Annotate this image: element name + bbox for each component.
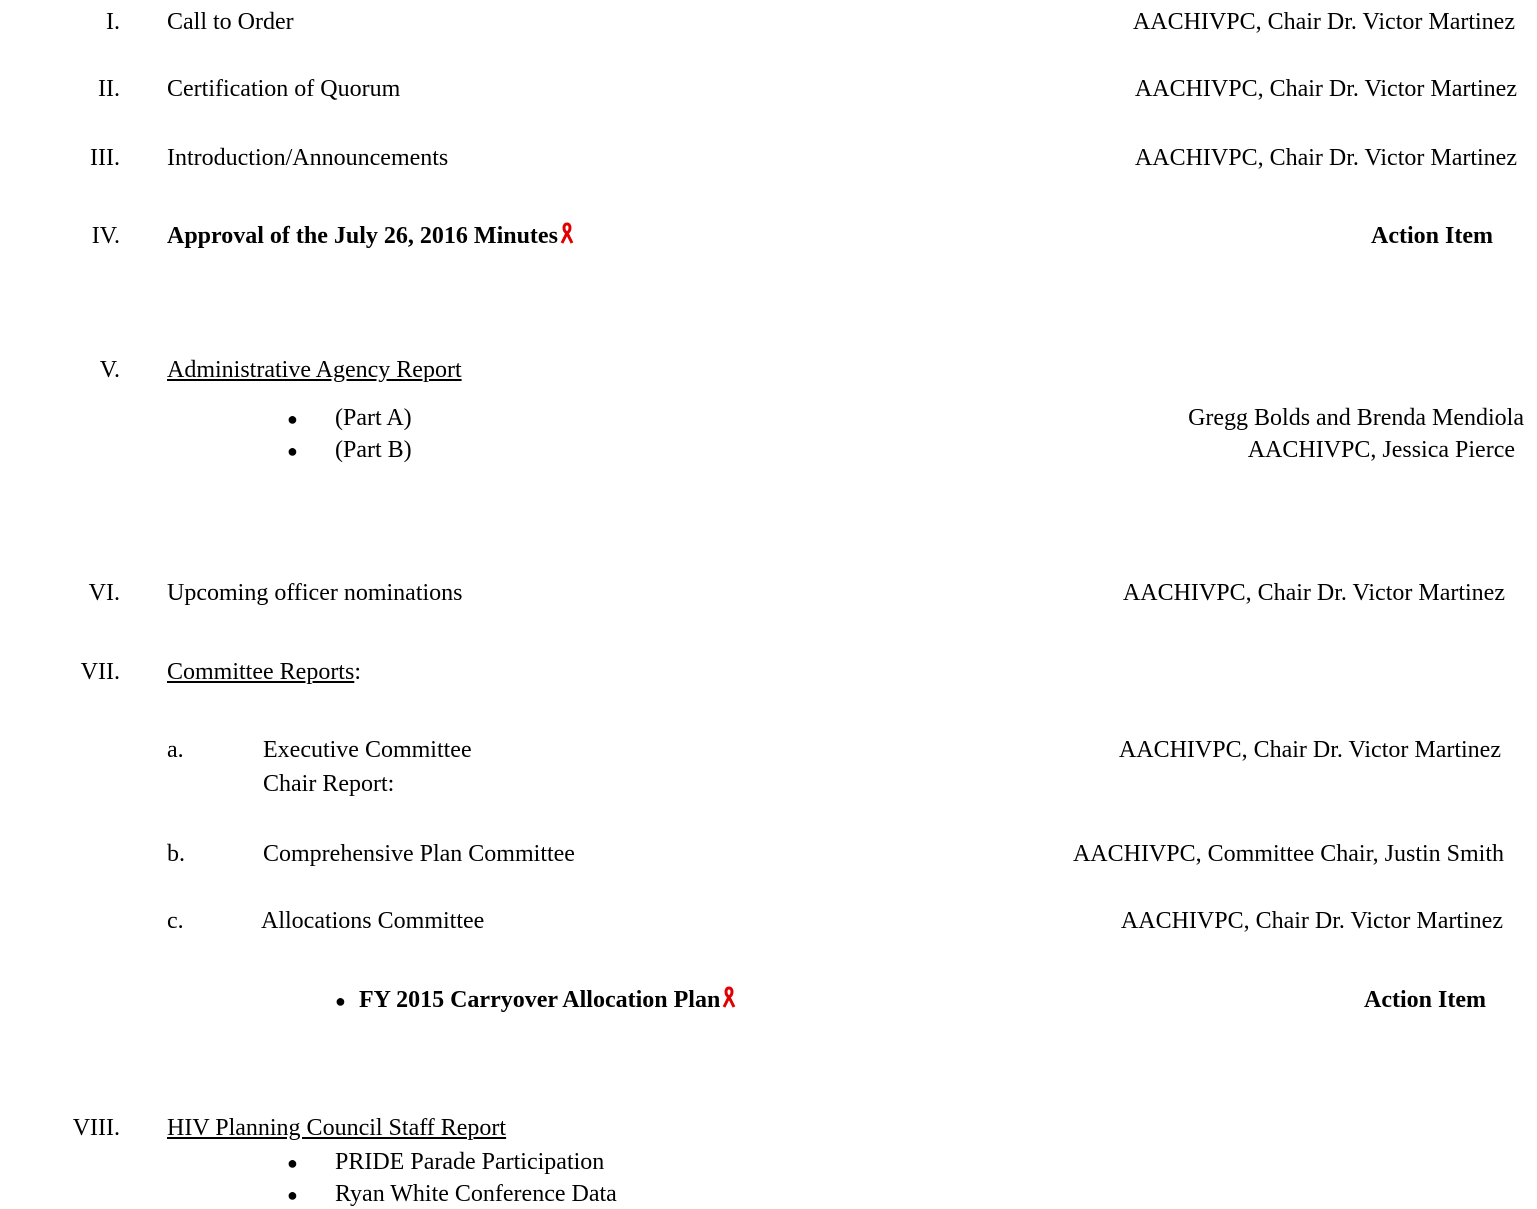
item-7-numeral: VII. [80, 659, 120, 685]
bullet-icon: ● [287, 1153, 298, 1173]
item-8-bullet-2: Ryan White Conference Data [335, 1181, 617, 1207]
committee-c-name: Allocations Committee [261, 908, 485, 934]
bullet-icon: ● [287, 1185, 298, 1205]
item-8-numeral: VIII. [72, 1115, 120, 1141]
item-7-title-line [167, 658, 361, 686]
allocation-plan-title: FY 2015 Carryover Allocation Plan [359, 987, 721, 1013]
item-3-presenter: AACHIVPC, Chair Dr. Victor Martinez [1134, 145, 1517, 171]
committee-c-presenter: AACHIVPC, Chair Dr. Victor Martinez [1120, 908, 1503, 934]
item-6-numeral: VI. [88, 580, 120, 606]
item-3-title: Introduction/Announcements [167, 145, 449, 171]
item-4-numeral: IV. [91, 223, 120, 249]
committee-a-sub: Chair Report: [263, 771, 395, 797]
item-1-numeral: I. [106, 9, 120, 35]
committee-a-presenter: AACHIVPC, Chair Dr. Victor Martinez [1118, 737, 1501, 763]
item-3-numeral: III. [90, 145, 120, 171]
item-8-title: HIV Planning Council Staff Report [167, 1115, 507, 1141]
item-6-title: Upcoming officer nominations [167, 580, 463, 606]
item-4-action-tag: Action Item [1371, 223, 1493, 249]
item-2-numeral: II. [98, 76, 120, 102]
allocation-plan-title-line [359, 986, 736, 1015]
item-7-title: Committee Reports [167, 659, 355, 685]
item-5-title: Administrative Agency Report [167, 357, 462, 383]
red-ribbon-icon[interactable] [560, 222, 574, 251]
committee-b-name: Comprehensive Plan Committee [263, 841, 575, 867]
item-1-title: Call to Order [167, 9, 294, 35]
item-1-presenter: AACHIVPC, Chair Dr. Victor Martinez [1132, 9, 1515, 35]
item-4-title-line [167, 222, 574, 251]
item-8-bullet-1: PRIDE Parade Participation [335, 1149, 605, 1175]
committee-a-letter: a. [167, 737, 184, 763]
item-6-presenter: AACHIVPC, Chair Dr. Victor Martinez [1122, 580, 1505, 606]
item-4-title: Approval of the July 26, 2016 Minutes [167, 223, 558, 249]
item-5-sub-2-label: (Part B) [335, 437, 412, 463]
item-5-numeral: V. [99, 357, 120, 383]
item-2-presenter: AACHIVPC, Chair Dr. Victor Martinez [1134, 76, 1517, 102]
bullet-icon: ● [287, 441, 298, 461]
committee-a-name: Executive Committee [263, 737, 472, 763]
bullet-icon: ● [287, 409, 298, 429]
committee-b-letter: b. [167, 841, 185, 867]
item-5-sub-2-presenter: AACHIVPC, Jessica Pierce [1247, 437, 1515, 463]
committee-b-presenter: AACHIVPC, Committee Chair, Justin Smith [1072, 841, 1504, 867]
item-7-title-suffix: : [354, 659, 361, 685]
red-ribbon-icon[interactable] [722, 986, 736, 1015]
committee-c-letter: c. [167, 908, 184, 934]
item-5-sub-1-label: (Part A) [335, 405, 412, 431]
allocation-plan-action-tag: Action Item [1364, 987, 1486, 1013]
item-2-title: Certification of Quorum [167, 76, 401, 102]
item-5-sub-1-presenter: Gregg Bolds and Brenda Mendiola [1188, 405, 1524, 431]
bullet-icon: ● [335, 991, 346, 1011]
